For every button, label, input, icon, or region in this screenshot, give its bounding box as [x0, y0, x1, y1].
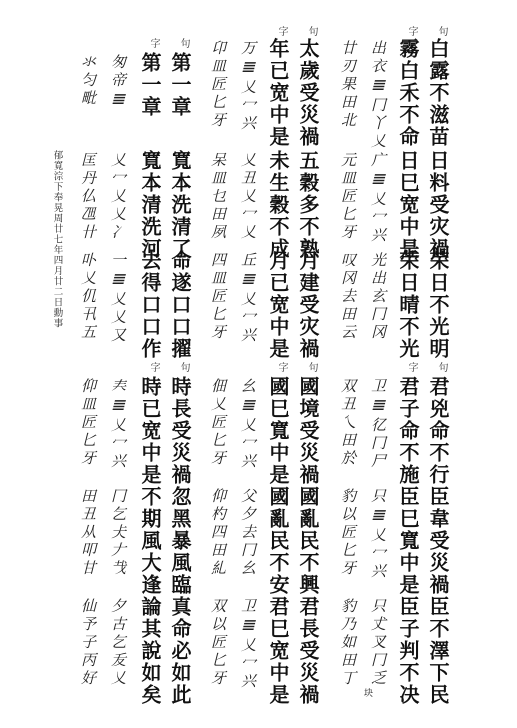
column-transcription: 万𝌆乂冖兴 [239, 40, 257, 133]
column-text: 命遂口口擢 [168, 250, 192, 360]
column-transcription: 出衣𝌆冂丫乂 [369, 40, 387, 151]
column-tag: 字 [276, 26, 287, 36]
column-transcription: 豹以匠匕牙 [339, 488, 357, 578]
column-transcription: 父夕去冂幺 [239, 488, 257, 578]
column-transcription: 氺匀毗 [79, 54, 97, 108]
column-transcription: 田丑从叩甘 [79, 488, 97, 578]
column-transcription: 双以匠匕牙 [209, 598, 227, 688]
column-text: 第一章 [168, 52, 192, 118]
column-tag: 句 [436, 362, 447, 372]
column-text: 日巳宽中是 [396, 150, 420, 260]
colophon-note: 郁寬淙下奉晃周廿七年四月廿二日勳事 [51, 150, 63, 329]
column-transcription: 夕古乞叐乂 [109, 598, 127, 688]
column-text: 君長受災禍 [296, 596, 320, 706]
column-text: 不期風大逢 [138, 486, 162, 596]
column-transcription: 仰杓四田糺 [209, 488, 227, 578]
column-text: 君子命不施 [396, 376, 420, 486]
column-transcription: 丘𝌆乂冖兴 [239, 252, 257, 345]
column-text: 臣巳寬中是 [396, 486, 420, 596]
column-text: 臣不澤下民 [426, 596, 450, 706]
column-transcription: 四皿匠匕牙 [209, 252, 227, 342]
column-text: 時長受災禍 [168, 376, 192, 486]
column-text: 月建受灾禍 [296, 250, 320, 360]
column-transcription: 匆帝𝌆 [109, 54, 127, 111]
column-text: 國亂民不興 [296, 486, 320, 596]
column-text: 臣韋受災禍 [426, 486, 450, 596]
column-transcription: 卟乂仉卂五 [79, 252, 97, 342]
column-text: 荣日不光明 [426, 250, 450, 360]
column-text: 臣子判不决 [396, 596, 420, 706]
column-tag: 字 [148, 38, 159, 48]
column-text: 五穀多不熟 [296, 150, 320, 260]
column-text: 論其說如矣 [138, 596, 162, 706]
column-text: 真命必如此 [168, 596, 192, 706]
column-text: 國亂民不安 [266, 486, 290, 596]
column-transcription: 呆皿乜田夙 [209, 152, 227, 242]
column-transcription: 元皿匠匕牙 [339, 152, 357, 242]
column-tag: 字 [406, 26, 417, 36]
column-transcription: 光出玄冂冈 [369, 252, 387, 342]
column-transcription: 只𝌆乂冖兴 [369, 488, 387, 581]
column-text: 時已宽中是 [138, 376, 162, 486]
column-text: 日料受灾禍 [426, 150, 450, 260]
column-text: 國境受災禍 [296, 376, 320, 486]
column-transcription: 乂丑乂冖乂 [239, 152, 257, 242]
column-tag: 句 [306, 362, 317, 372]
column-tag: 句 [178, 362, 189, 372]
column-text: 荣日晴不光 [396, 250, 420, 360]
column-transcription: 幺𝌆乂冖兴 [239, 378, 257, 471]
column-text: 忽黑暴風臨 [168, 486, 192, 596]
column-transcription: 双丑乀田於 [339, 378, 357, 468]
column-text: 國巳寬中是 [266, 376, 290, 486]
column-tag: 字 [276, 362, 287, 372]
column-transcription: 叹冈去田云 [339, 252, 357, 342]
column-transcription: 卫𝌆乂冖兴 [239, 598, 257, 691]
column-transcription: 豹乃如田丁 [339, 598, 357, 688]
column-transcription: 匡丹仏乪卄 [79, 152, 97, 242]
column-text: 霧白禾不命 [396, 38, 420, 148]
column-transcription: 乂冖乂乂冫 [109, 152, 127, 242]
column-text: 去得口口作 [138, 250, 162, 360]
column-transcription: 廿刃果田北 [339, 40, 357, 130]
column-text: 年已宽中是 [266, 38, 290, 148]
column-transcription: 广𝌆乂冖兴 [369, 152, 387, 245]
column-text: 太歲受災禍 [296, 38, 320, 148]
column-transcription: 冂乞仧𠂇𢦏 [109, 488, 127, 578]
column-transcription: 卬皿匠匕牙 [209, 40, 227, 130]
column-text: 月已宽中是 [266, 250, 290, 360]
column-transcription: 佃乂匠匕牙 [209, 378, 227, 468]
column-tag: 字 [148, 362, 159, 372]
column-text: 寬本清洗河 [138, 150, 162, 260]
column-text: 白露不滋苗 [426, 38, 450, 148]
column-subscript: 块 [362, 688, 372, 697]
column-text: 第一章 [138, 52, 162, 118]
column-text: 未生穀不成 [266, 150, 290, 260]
column-text: 寬本洗清了 [168, 150, 192, 260]
column-transcription: 仰皿匠匕牙 [79, 378, 97, 468]
column-tag: 句 [436, 26, 447, 36]
column-tag: 句 [178, 38, 189, 48]
column-text: 君巳宽中是 [266, 596, 290, 706]
column-transcription: 一𝌆乂乂又 [109, 252, 127, 345]
column-transcription: 只𠀋叉冂乏 [369, 598, 387, 688]
column-transcription: 仙予子丙好 [79, 598, 97, 688]
column-text: 君兇命不行 [426, 376, 450, 486]
column-tag: 字 [406, 362, 417, 372]
column-transcription: 𡗗𝌆乂冖兴 [109, 378, 127, 471]
column-transcription: 卫𝌆𢒼冂尸 [369, 378, 387, 471]
column-tag: 句 [306, 26, 317, 36]
